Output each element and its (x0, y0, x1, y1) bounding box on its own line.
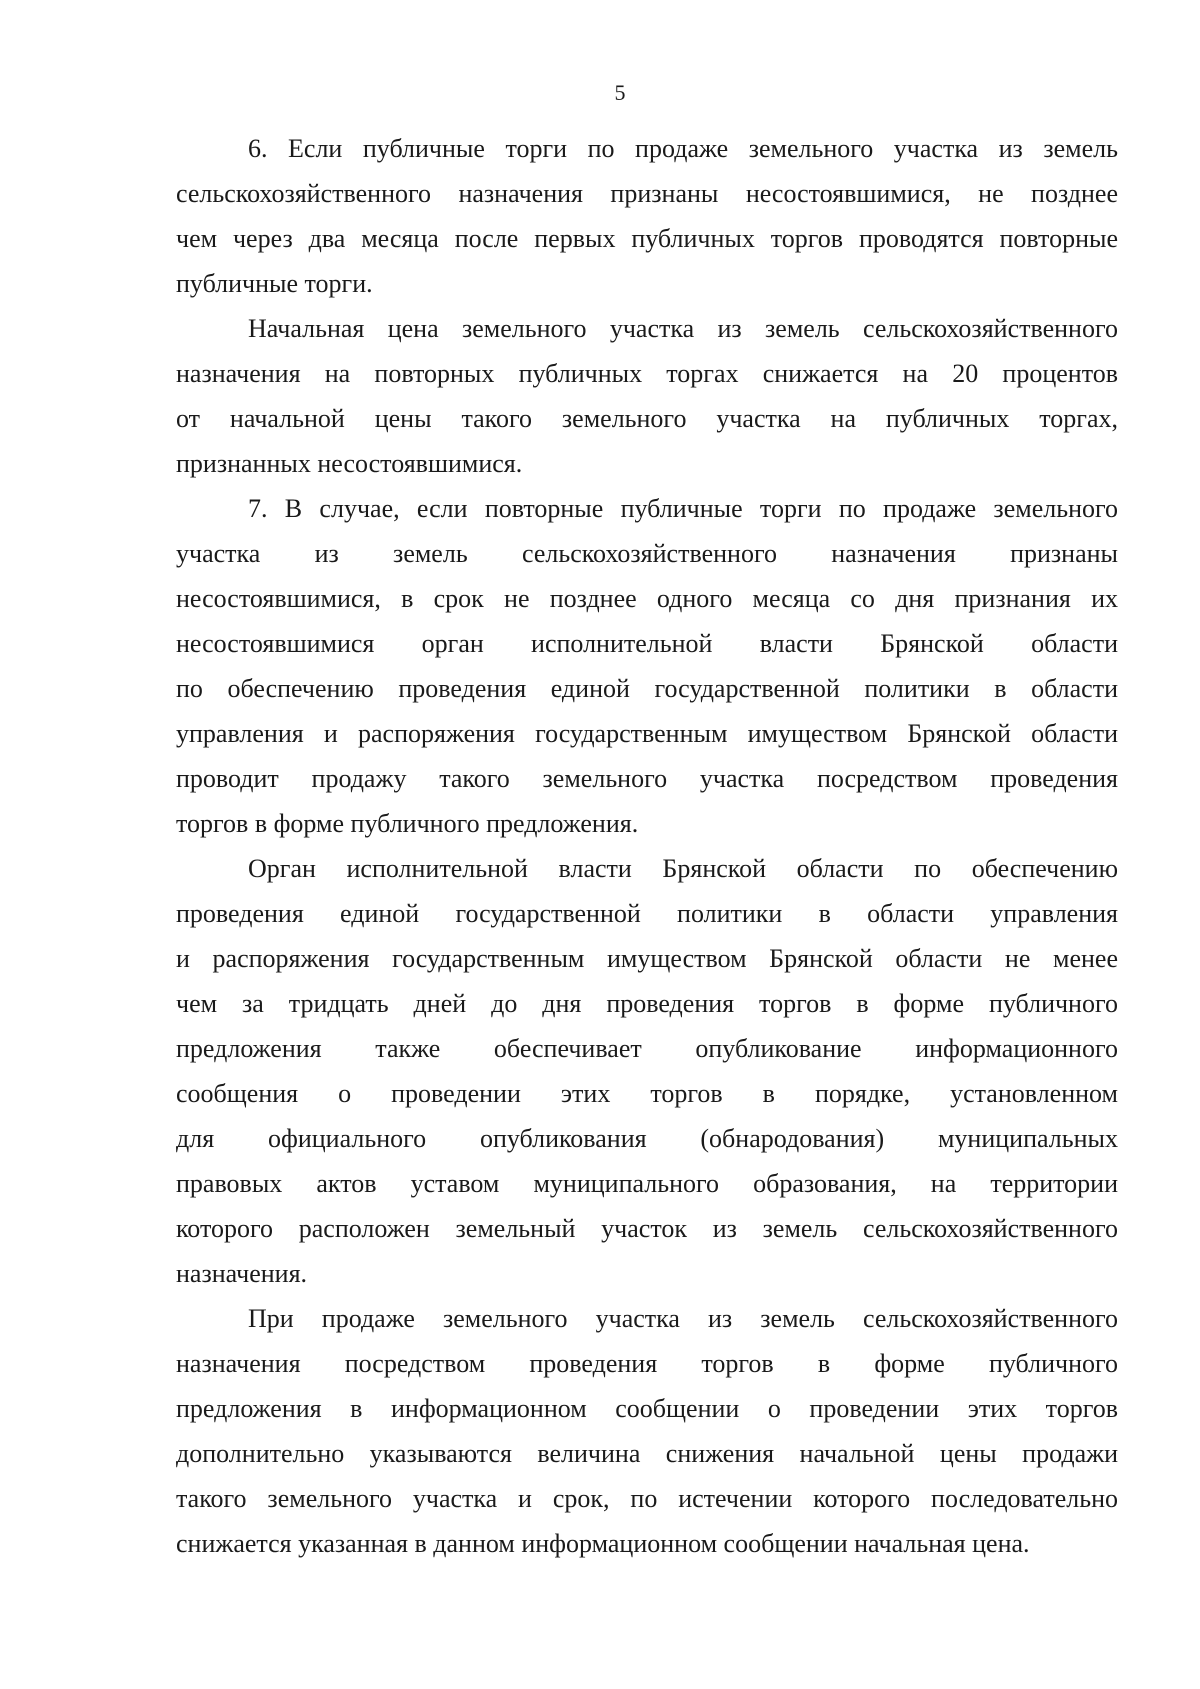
text-line: несостоявшимися орган исполнительной власти Брянской области (176, 629, 1118, 658)
text-line: правовых актов уставом муниципального образования, на территории (176, 1169, 1118, 1198)
text-line: Орган исполнительной власти Брянской области по обеспечению (248, 854, 1118, 883)
text-line: чем за тридцать дней до дня проведения торгов в форме публичного (176, 989, 1118, 1018)
text-line: При продаже земельного участка из земель сельскохозяйственного (248, 1304, 1118, 1333)
page-number: 5 (614, 80, 626, 105)
text-line: 6. Если публичные торги по продаже земельного участка из земель (248, 134, 1118, 163)
text-line: которого расположен земельный участок из земель сельскохозяйственного (176, 1214, 1118, 1243)
paragraph-authority (176, 846, 1118, 1296)
text-line: по обеспечению проведения единой государственной политики в области (176, 674, 1118, 703)
text-line: назначения посредством проведения торгов в форме публичного (176, 1349, 1118, 1378)
text-line: дополнительно указываются величина снижения начальной цены продажи (176, 1439, 1118, 1468)
text-line: назначения на повторных публичных торгах снижается на 20 процентов (176, 359, 1118, 388)
text-line: предложения в информационном сообщении о проведении этих торгов (176, 1394, 1118, 1423)
text-line: снижается указанная в данном информационном сообщении начальная цена. (176, 1529, 1030, 1558)
text-line: проведения единой государственной политики в области управления (176, 899, 1118, 928)
text-line: публичные торги. (176, 269, 373, 298)
text-line: сельскохозяйственного назначения признаны несостоявшимися, не позднее (176, 179, 1118, 208)
text-line: чем через два месяца после первых публичных торгов проводятся повторные (176, 224, 1118, 253)
paragraph-initial-price (176, 306, 1118, 486)
text-line: проводит продажу такого земельного участка посредством проведения (176, 764, 1118, 793)
paragraph-6 (176, 126, 1118, 306)
text-line: для официального опубликования (обнародования) муниципальных (176, 1124, 1118, 1153)
text-line: признанных несостоявшимися. (176, 449, 523, 478)
text-line: участка из земель сельскохозяйственного назначения признаны (176, 539, 1118, 568)
paragraph-7 (176, 486, 1118, 846)
text-line: от начальной цены такого земельного участка на публичных торгах, (176, 404, 1118, 433)
text-line: назначения. (176, 1259, 308, 1288)
paragraph-public-offer (176, 1296, 1118, 1566)
text-line: Начальная цена земельного участка из земель сельскохозяйственного (248, 314, 1118, 343)
text-line: сообщения о проведении этих торгов в порядке, установленном (176, 1079, 1118, 1108)
text-line: управления и распоряжения государственным имуществом Брянской области (176, 719, 1118, 748)
text-line: предложения также обеспечивает опубликование информационного (176, 1034, 1118, 1063)
text-line: несостоявшимися, в срок не позднее одного месяца со дня признания их (176, 584, 1118, 613)
text-line: 7. В случае, если повторные публичные торги по продаже земельного (248, 494, 1118, 523)
text-line: торгов в форме публичного предложения. (176, 809, 639, 838)
document-body (176, 126, 1118, 1566)
text-line: такого земельного участка и срок, по истечении которого последовательно (176, 1484, 1118, 1513)
text-line: и распоряжения государственным имуществом Брянской области не менее (176, 944, 1118, 973)
